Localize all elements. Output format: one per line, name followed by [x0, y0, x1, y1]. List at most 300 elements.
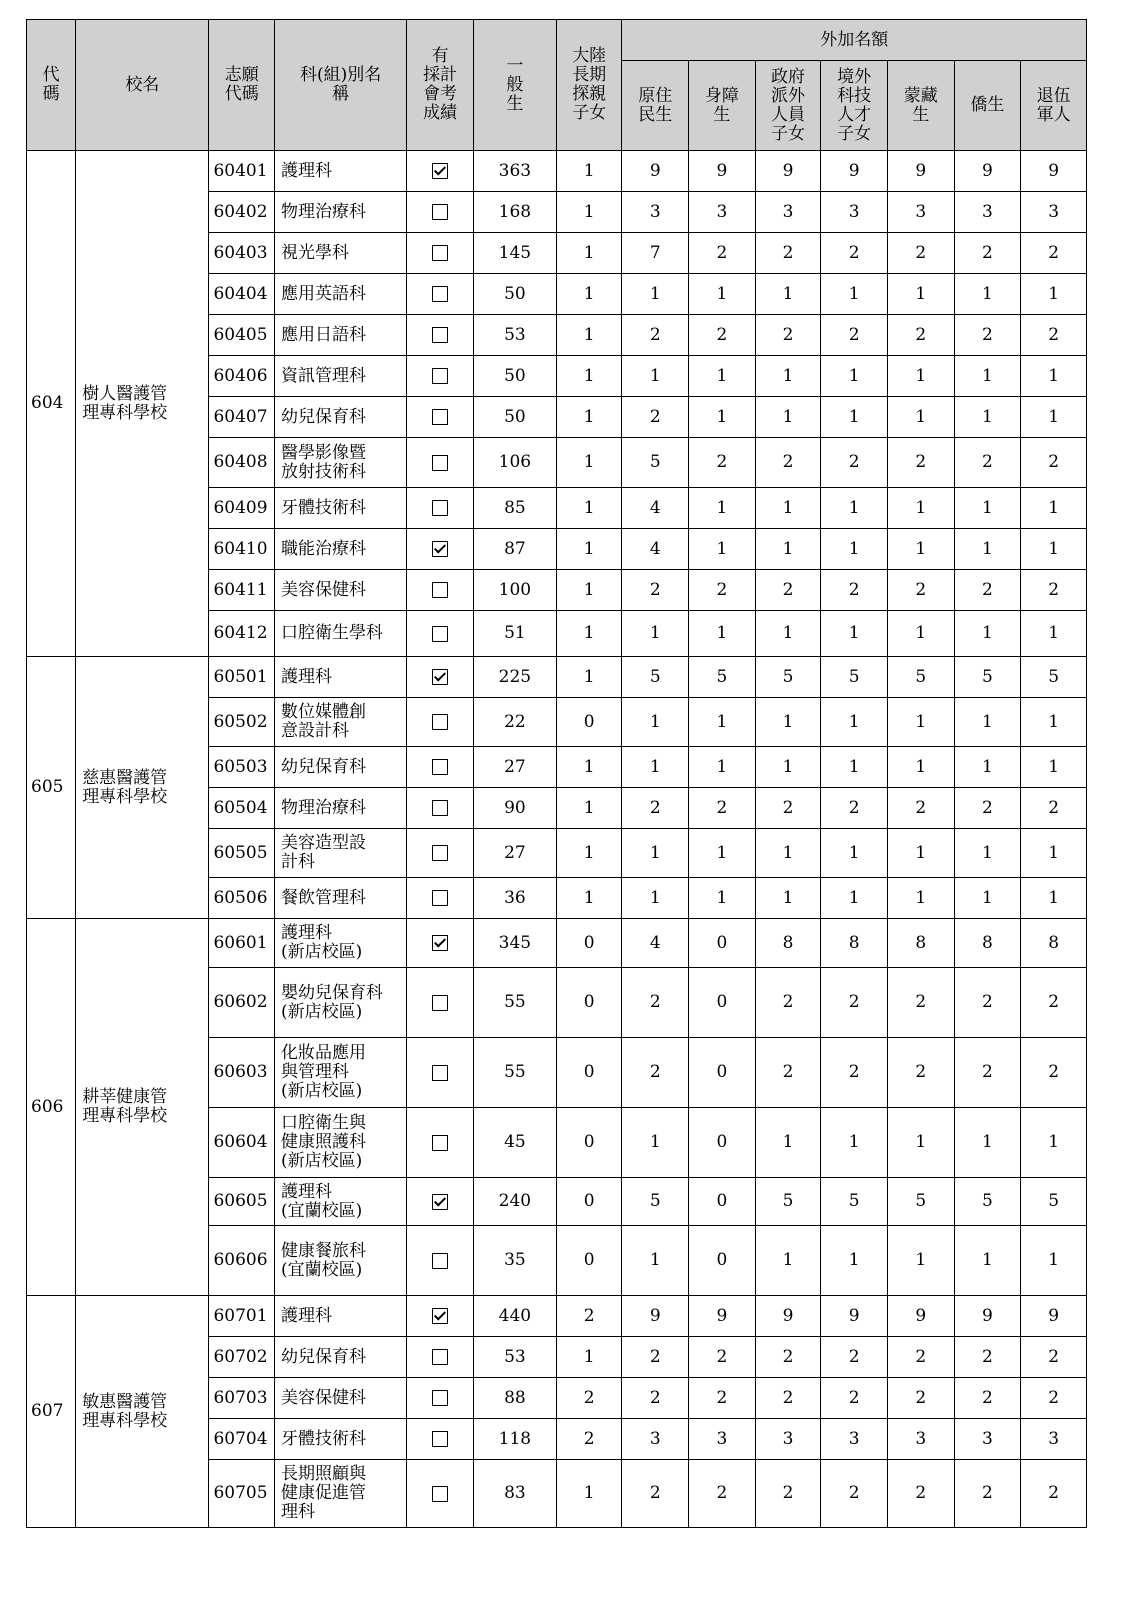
- choice-code: 60703: [209, 1378, 275, 1419]
- extra-overseas-chinese-quota: 2: [954, 315, 1021, 356]
- empty-box-icon: [432, 500, 448, 516]
- extra-veteran-quota: 1: [1021, 356, 1087, 397]
- exam-score-cell: [407, 151, 474, 192]
- school-code: 605: [27, 657, 76, 919]
- extra-mongol-tibet-quota: 1: [887, 1108, 954, 1178]
- mainland-quota: 1: [556, 788, 622, 829]
- extra-overseas-chinese-quota: 1: [954, 1226, 1021, 1296]
- extra-overseas-chinese-quota: 1: [954, 274, 1021, 315]
- empty-box-icon: [432, 1390, 448, 1406]
- extra-foreign-talent-quota: 2: [821, 233, 888, 274]
- extra-foreign-talent-quota: 1: [821, 529, 888, 570]
- mainland-quota: 1: [556, 570, 622, 611]
- checked-box-icon: [432, 935, 448, 951]
- extra-overseas-chinese-quota: 9: [954, 1296, 1021, 1337]
- exam-score-cell: [407, 878, 474, 919]
- extra-indigenous-quota: 2: [622, 1038, 689, 1108]
- extra-overseas-chinese-quota: 1: [954, 611, 1021, 657]
- extra-gov-overseas-quota: 2: [755, 1460, 821, 1528]
- extra-mongol-tibet-quota: 1: [887, 529, 954, 570]
- general-quota: 225: [473, 657, 556, 698]
- extra-disabled-quota: 1: [689, 747, 756, 788]
- extra-veteran-quota: 2: [1021, 1460, 1087, 1528]
- extra-gov-overseas-quota: 1: [755, 829, 821, 878]
- general-quota: 118: [473, 1419, 556, 1460]
- extra-overseas-chinese-quota: 2: [954, 968, 1021, 1038]
- general-quota: 50: [473, 397, 556, 438]
- extra-mongol-tibet-quota: 1: [887, 829, 954, 878]
- extra-disabled-quota: 0: [689, 919, 756, 968]
- extra-disabled-quota: 1: [689, 529, 756, 570]
- mainland-quota: 1: [556, 657, 622, 698]
- extra-disabled-quota: 9: [689, 151, 756, 192]
- exam-score-cell: [407, 356, 474, 397]
- exam-score-cell: [407, 1378, 474, 1419]
- extra-veteran-quota: 2: [1021, 968, 1087, 1038]
- choice-code: 60407: [209, 397, 275, 438]
- mainland-quota: 2: [556, 1419, 622, 1460]
- extra-gov-overseas-quota: 1: [755, 1108, 821, 1178]
- mainland-quota: 1: [556, 274, 622, 315]
- dept-name: 嬰幼兒保育科 (新店校區): [275, 968, 407, 1038]
- dept-name: 應用日語科: [275, 315, 407, 356]
- extra-indigenous-quota: 1: [622, 356, 689, 397]
- empty-box-icon: [432, 1135, 448, 1151]
- extra-disabled-quota: 9: [689, 1296, 756, 1337]
- general-quota: 345: [473, 919, 556, 968]
- extra-gov-overseas-quota: 5: [755, 657, 821, 698]
- extra-indigenous-quota: 5: [622, 657, 689, 698]
- choice-code: 60406: [209, 356, 275, 397]
- extra-mongol-tibet-quota: 2: [887, 570, 954, 611]
- dept-name: 資訊管理科: [275, 356, 407, 397]
- mainland-quota: 0: [556, 698, 622, 747]
- extra-overseas-chinese-quota: 2: [954, 1337, 1021, 1378]
- empty-box-icon: [432, 327, 448, 343]
- mainland-quota: 2: [556, 1378, 622, 1419]
- school-name: 敏惠醫護管 理專科學校: [76, 1296, 209, 1528]
- choice-code: 60602: [209, 968, 275, 1038]
- empty-box-icon: [432, 800, 448, 816]
- extra-mongol-tibet-quota: 3: [887, 1419, 954, 1460]
- extra-gov-overseas-quota: 2: [755, 1038, 821, 1108]
- exam-score-cell: [407, 747, 474, 788]
- extra-foreign-talent-quota: 1: [821, 356, 888, 397]
- mainland-quota: 1: [556, 1460, 622, 1528]
- extra-mongol-tibet-quota: 1: [887, 878, 954, 919]
- extra-gov-overseas-quota: 1: [755, 356, 821, 397]
- extra-veteran-quota: 9: [1021, 151, 1087, 192]
- general-quota: 240: [473, 1178, 556, 1226]
- extra-foreign-talent-quota: 5: [821, 657, 888, 698]
- extra-indigenous-quota: 1: [622, 747, 689, 788]
- extra-disabled-quota: 1: [689, 611, 756, 657]
- choice-code: 60501: [209, 657, 275, 698]
- extra-disabled-quota: 0: [689, 1226, 756, 1296]
- exam-score-cell: [407, 1038, 474, 1108]
- extra-gov-overseas-quota: 2: [755, 315, 821, 356]
- choice-code: 60701: [209, 1296, 275, 1337]
- dept-name: 健康餐旅科 (宜蘭校區): [275, 1226, 407, 1296]
- mainland-quota: 1: [556, 233, 622, 274]
- extra-gov-overseas-quota: 3: [755, 1419, 821, 1460]
- checked-box-icon: [432, 541, 448, 557]
- mainland-quota: 0: [556, 919, 622, 968]
- choice-code: 60411: [209, 570, 275, 611]
- exam-score-cell: [407, 611, 474, 657]
- exam-score-cell: [407, 274, 474, 315]
- general-quota: 50: [473, 356, 556, 397]
- extra-veteran-quota: 3: [1021, 1419, 1087, 1460]
- extra-disabled-quota: 1: [689, 698, 756, 747]
- extra-overseas-chinese-quota: 1: [954, 529, 1021, 570]
- extra-foreign-talent-quota: 2: [821, 1378, 888, 1419]
- extra-mongol-tibet-quota: 9: [887, 1296, 954, 1337]
- extra-disabled-quota: 1: [689, 829, 756, 878]
- extra-veteran-quota: 3: [1021, 192, 1087, 233]
- header-exam-score: 有 採計 會考 成績: [407, 20, 474, 151]
- general-quota: 440: [473, 1296, 556, 1337]
- empty-box-icon: [432, 1431, 448, 1447]
- mainland-quota: 0: [556, 1226, 622, 1296]
- extra-overseas-chinese-quota: 1: [954, 747, 1021, 788]
- extra-indigenous-quota: 2: [622, 315, 689, 356]
- extra-foreign-talent-quota: 8: [821, 919, 888, 968]
- checked-box-icon: [432, 163, 448, 179]
- exam-score-cell: [407, 438, 474, 488]
- extra-overseas-chinese-quota: 1: [954, 829, 1021, 878]
- empty-box-icon: [432, 286, 448, 302]
- extra-veteran-quota: 1: [1021, 1108, 1087, 1178]
- header-extra-group: 外加名額: [622, 20, 1087, 61]
- mainland-quota: 0: [556, 968, 622, 1038]
- table-row: [27, 657, 1087, 698]
- general-quota: 83: [473, 1460, 556, 1528]
- dept-name: 美容保健科: [275, 570, 407, 611]
- extra-mongol-tibet-quota: 2: [887, 788, 954, 829]
- mainland-quota: 1: [556, 611, 622, 657]
- exam-score-cell: [407, 192, 474, 233]
- dept-name: 醫學影像暨 放射技術科: [275, 438, 407, 488]
- dept-name: 幼兒保育科: [275, 1337, 407, 1378]
- school-code: 604: [27, 151, 76, 657]
- choice-code: 60503: [209, 747, 275, 788]
- exam-score-cell: [407, 968, 474, 1038]
- exam-score-cell: [407, 698, 474, 747]
- extra-mongol-tibet-quota: 1: [887, 397, 954, 438]
- extra-mongol-tibet-quota: 1: [887, 274, 954, 315]
- dept-name: 護理科: [275, 657, 407, 698]
- choice-code: 60504: [209, 788, 275, 829]
- school-name: 樹人醫護管 理專科學校: [76, 151, 209, 657]
- extra-mongol-tibet-quota: 1: [887, 747, 954, 788]
- extra-mongol-tibet-quota: 1: [887, 1226, 954, 1296]
- extra-indigenous-quota: 1: [622, 829, 689, 878]
- exam-score-cell: [407, 488, 474, 529]
- choice-code: 60702: [209, 1337, 275, 1378]
- extra-gov-overseas-quota: 9: [755, 151, 821, 192]
- general-quota: 100: [473, 570, 556, 611]
- mainland-quota: 1: [556, 529, 622, 570]
- choice-code: 60601: [209, 919, 275, 968]
- extra-veteran-quota: 2: [1021, 233, 1087, 274]
- extra-disabled-quota: 3: [689, 1419, 756, 1460]
- extra-overseas-chinese-quota: 2: [954, 788, 1021, 829]
- extra-overseas-chinese-quota: 8: [954, 919, 1021, 968]
- mainland-quota: 1: [556, 315, 622, 356]
- extra-gov-overseas-quota: 1: [755, 878, 821, 919]
- choice-code: 60405: [209, 315, 275, 356]
- extra-veteran-quota: 1: [1021, 611, 1087, 657]
- extra-gov-overseas-quota: 1: [755, 397, 821, 438]
- extra-indigenous-quota: 1: [622, 1226, 689, 1296]
- extra-disabled-quota: 0: [689, 1038, 756, 1108]
- extra-indigenous-quota: 2: [622, 1337, 689, 1378]
- exam-score-cell: [407, 829, 474, 878]
- extra-disabled-quota: 2: [689, 438, 756, 488]
- dept-name: 長期照顧與 健康促進管 理科: [275, 1460, 407, 1528]
- empty-box-icon: [432, 455, 448, 471]
- extra-mongol-tibet-quota: 2: [887, 1337, 954, 1378]
- extra-indigenous-quota: 2: [622, 788, 689, 829]
- extra-veteran-quota: 2: [1021, 438, 1087, 488]
- extra-indigenous-quota: 2: [622, 570, 689, 611]
- dept-name: 口腔衛生學科: [275, 611, 407, 657]
- mainland-quota: 1: [556, 878, 622, 919]
- empty-box-icon: [432, 1486, 448, 1502]
- mainland-quota: 1: [556, 1337, 622, 1378]
- extra-disabled-quota: 2: [689, 315, 756, 356]
- extra-overseas-chinese-quota: 5: [954, 1178, 1021, 1226]
- extra-mongol-tibet-quota: 2: [887, 438, 954, 488]
- extra-indigenous-quota: 2: [622, 1460, 689, 1528]
- dept-name: 幼兒保育科: [275, 747, 407, 788]
- extra-gov-overseas-quota: 1: [755, 611, 821, 657]
- extra-mongol-tibet-quota: 2: [887, 1038, 954, 1108]
- choice-code: 60402: [209, 192, 275, 233]
- extra-gov-overseas-quota: 1: [755, 529, 821, 570]
- extra-disabled-quota: 0: [689, 1178, 756, 1226]
- exam-score-cell: [407, 788, 474, 829]
- exam-score-cell: [407, 919, 474, 968]
- extra-disabled-quota: 1: [689, 356, 756, 397]
- extra-mongol-tibet-quota: 9: [887, 151, 954, 192]
- extra-gov-overseas-quota: 9: [755, 1296, 821, 1337]
- extra-foreign-talent-quota: 9: [821, 1296, 888, 1337]
- extra-indigenous-quota: 2: [622, 1378, 689, 1419]
- header-extra-mongol-tibet: 蒙藏 生: [887, 61, 954, 151]
- extra-indigenous-quota: 9: [622, 1296, 689, 1337]
- extra-gov-overseas-quota: 1: [755, 698, 821, 747]
- general-quota: 55: [473, 1038, 556, 1108]
- extra-veteran-quota: 1: [1021, 274, 1087, 315]
- header-mainland: 大陸 長期 探親 子女: [556, 20, 622, 151]
- header-extra-indigenous: 原住 民生: [622, 61, 689, 151]
- extra-overseas-chinese-quota: 1: [954, 397, 1021, 438]
- choice-code: 60605: [209, 1178, 275, 1226]
- extra-foreign-talent-quota: 2: [821, 968, 888, 1038]
- exam-score-cell: [407, 1419, 474, 1460]
- general-quota: 106: [473, 438, 556, 488]
- extra-mongol-tibet-quota: 2: [887, 1460, 954, 1528]
- dept-name: 職能治療科: [275, 529, 407, 570]
- exam-score-cell: [407, 397, 474, 438]
- empty-box-icon: [432, 890, 448, 906]
- extra-gov-overseas-quota: 8: [755, 919, 821, 968]
- dept-name: 護理科: [275, 1296, 407, 1337]
- exam-score-cell: [407, 1337, 474, 1378]
- extra-gov-overseas-quota: 2: [755, 438, 821, 488]
- extra-veteran-quota: 1: [1021, 1226, 1087, 1296]
- extra-foreign-talent-quota: 1: [821, 274, 888, 315]
- header-extra-gov-overseas: 政府 派外 人員 子女: [755, 61, 821, 151]
- general-quota: 363: [473, 151, 556, 192]
- extra-mongol-tibet-quota: 2: [887, 233, 954, 274]
- extra-foreign-talent-quota: 9: [821, 151, 888, 192]
- school-code: 607: [27, 1296, 76, 1528]
- extra-mongol-tibet-quota: 1: [887, 488, 954, 529]
- extra-veteran-quota: 1: [1021, 397, 1087, 438]
- empty-box-icon: [432, 1065, 448, 1081]
- extra-overseas-chinese-quota: 2: [954, 233, 1021, 274]
- mainland-quota: 1: [556, 829, 622, 878]
- extra-gov-overseas-quota: 1: [755, 1226, 821, 1296]
- empty-box-icon: [432, 845, 448, 861]
- general-quota: 168: [473, 192, 556, 233]
- extra-veteran-quota: 1: [1021, 698, 1087, 747]
- extra-veteran-quota: 1: [1021, 878, 1087, 919]
- extra-veteran-quota: 9: [1021, 1296, 1087, 1337]
- extra-mongol-tibet-quota: 5: [887, 1178, 954, 1226]
- extra-veteran-quota: 2: [1021, 1378, 1087, 1419]
- choice-code: 60505: [209, 829, 275, 878]
- mainland-quota: 1: [556, 192, 622, 233]
- extra-mongol-tibet-quota: 1: [887, 698, 954, 747]
- extra-gov-overseas-quota: 1: [755, 747, 821, 788]
- mainland-quota: 1: [556, 488, 622, 529]
- extra-overseas-chinese-quota: 1: [954, 698, 1021, 747]
- general-quota: 50: [473, 274, 556, 315]
- extra-gov-overseas-quota: 1: [755, 274, 821, 315]
- extra-foreign-talent-quota: 1: [821, 747, 888, 788]
- extra-foreign-talent-quota: 1: [821, 1108, 888, 1178]
- extra-indigenous-quota: 2: [622, 968, 689, 1038]
- extra-foreign-talent-quota: 1: [821, 488, 888, 529]
- dept-name: 餐飲管理科: [275, 878, 407, 919]
- extra-disabled-quota: 2: [689, 788, 756, 829]
- table-body: [27, 151, 1087, 1528]
- extra-foreign-talent-quota: 3: [821, 192, 888, 233]
- extra-gov-overseas-quota: 2: [755, 968, 821, 1038]
- empty-box-icon: [432, 204, 448, 220]
- extra-foreign-talent-quota: 2: [821, 438, 888, 488]
- general-quota: 53: [473, 315, 556, 356]
- dept-name: 口腔衛生與 健康照護科 (新店校區): [275, 1108, 407, 1178]
- exam-score-cell: [407, 1108, 474, 1178]
- mainland-quota: 0: [556, 1178, 622, 1226]
- extra-overseas-chinese-quota: 9: [954, 151, 1021, 192]
- extra-disabled-quota: 2: [689, 1378, 756, 1419]
- extra-foreign-talent-quota: 1: [821, 878, 888, 919]
- general-quota: 88: [473, 1378, 556, 1419]
- general-quota: 90: [473, 788, 556, 829]
- empty-box-icon: [432, 368, 448, 384]
- extra-indigenous-quota: 5: [622, 438, 689, 488]
- extra-foreign-talent-quota: 2: [821, 1337, 888, 1378]
- general-quota: 51: [473, 611, 556, 657]
- dept-name: 應用英語科: [275, 274, 407, 315]
- choice-code: 60705: [209, 1460, 275, 1528]
- empty-box-icon: [432, 409, 448, 425]
- extra-foreign-talent-quota: 2: [821, 570, 888, 611]
- extra-veteran-quota: 2: [1021, 1038, 1087, 1108]
- header-extra-foreign-talent: 境外 科技 人才 子女: [821, 61, 888, 151]
- extra-mongol-tibet-quota: 3: [887, 192, 954, 233]
- exam-score-cell: [407, 315, 474, 356]
- extra-overseas-chinese-quota: 2: [954, 570, 1021, 611]
- choice-code: 60403: [209, 233, 275, 274]
- dept-name: 化妝品應用 與管理科 (新店校區): [275, 1038, 407, 1108]
- checked-box-icon: [432, 669, 448, 685]
- extra-foreign-talent-quota: 1: [821, 1226, 888, 1296]
- mainland-quota: 0: [556, 1108, 622, 1178]
- header-school: 校名: [76, 20, 209, 151]
- extra-mongol-tibet-quota: 1: [887, 611, 954, 657]
- extra-indigenous-quota: 7: [622, 233, 689, 274]
- extra-overseas-chinese-quota: 2: [954, 438, 1021, 488]
- extra-disabled-quota: 2: [689, 1460, 756, 1528]
- extra-indigenous-quota: 2: [622, 397, 689, 438]
- extra-disabled-quota: 1: [689, 878, 756, 919]
- general-quota: 45: [473, 1108, 556, 1178]
- empty-box-icon: [432, 582, 448, 598]
- mainland-quota: 1: [556, 438, 622, 488]
- choice-code: 60704: [209, 1419, 275, 1460]
- extra-mongol-tibet-quota: 2: [887, 1378, 954, 1419]
- choice-code: 60603: [209, 1038, 275, 1108]
- dept-name: 物理治療科: [275, 788, 407, 829]
- empty-box-icon: [432, 626, 448, 642]
- extra-overseas-chinese-quota: 5: [954, 657, 1021, 698]
- dept-name: 護理科 (新店校區): [275, 919, 407, 968]
- extra-veteran-quota: 8: [1021, 919, 1087, 968]
- exam-score-cell: [407, 657, 474, 698]
- table-row: [27, 1296, 1087, 1337]
- extra-indigenous-quota: 3: [622, 1419, 689, 1460]
- extra-disabled-quota: 2: [689, 233, 756, 274]
- extra-foreign-talent-quota: 1: [821, 397, 888, 438]
- extra-disabled-quota: 1: [689, 397, 756, 438]
- general-quota: 53: [473, 1337, 556, 1378]
- extra-disabled-quota: 3: [689, 192, 756, 233]
- empty-box-icon: [432, 1253, 448, 1269]
- extra-gov-overseas-quota: 2: [755, 1337, 821, 1378]
- dept-name: 護理科: [275, 151, 407, 192]
- extra-veteran-quota: 2: [1021, 570, 1087, 611]
- quota-table: [26, 19, 1087, 1528]
- table-row: [27, 151, 1087, 192]
- extra-overseas-chinese-quota: 1: [954, 1108, 1021, 1178]
- extra-disabled-quota: 2: [689, 1337, 756, 1378]
- general-quota: 27: [473, 829, 556, 878]
- header-extra-overseas-chinese: 僑生: [954, 61, 1021, 151]
- general-quota: 22: [473, 698, 556, 747]
- empty-box-icon: [432, 245, 448, 261]
- general-quota: 35: [473, 1226, 556, 1296]
- extra-overseas-chinese-quota: 3: [954, 1419, 1021, 1460]
- extra-gov-overseas-quota: 3: [755, 192, 821, 233]
- extra-foreign-talent-quota: 2: [821, 1038, 888, 1108]
